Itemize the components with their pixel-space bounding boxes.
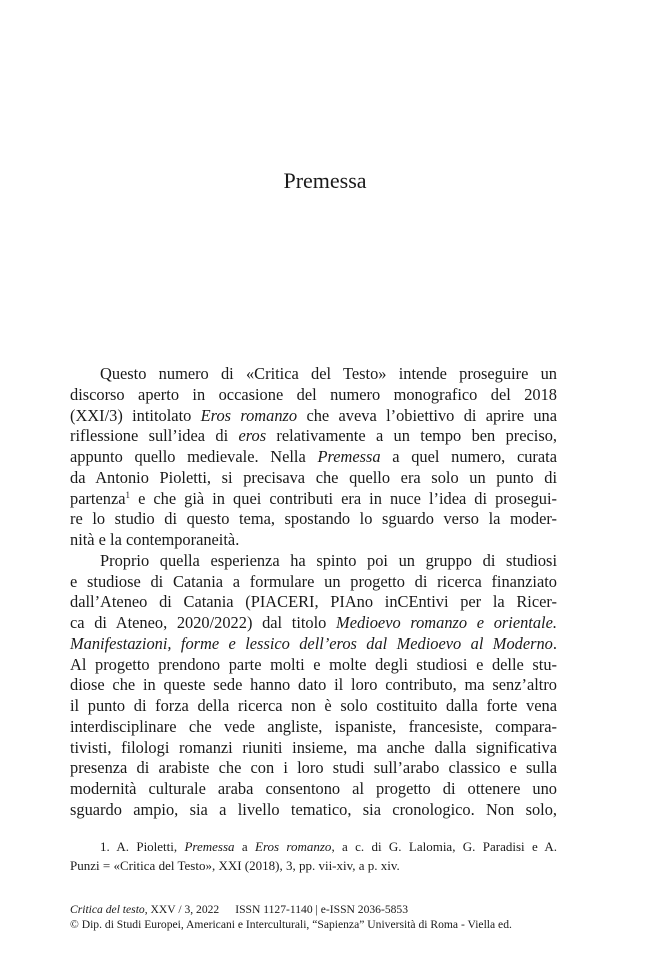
text-line: Al progetto prendono parte molti e molte degli studiosi e delle stu- — [70, 654, 557, 674]
journal-issue: , XXV / 3, 2022 — [144, 903, 220, 916]
text-line: diose che in queste sede hanno dato il loro contributo, ma senz’altro — [70, 675, 557, 695]
page-title: Premessa — [283, 168, 367, 193]
text-line: dall’Ateneo di Catania (PIACERI, PIAno inCEntivi per la Ricer- — [70, 592, 557, 612]
text-line: riflessione sull’idea di eros relativamente a un tempo ben preciso, — [70, 426, 557, 446]
text-line: presenza di arabiste che con i loro studi sull’arabo classico e sulla — [70, 758, 557, 778]
journal-info — [70, 902, 570, 917]
text-line: partenza$^1$ e che già in quei contributi era in nuce l’idea di prosegui- — [70, 488, 557, 508]
journal-name: Critica del testo — [70, 903, 145, 916]
text-line: Proprio quella esperienza ha spinto poi un gruppo di studiosi — [100, 550, 557, 570]
text-line: tivisti, filologi romanzi riuniti insieme, ma anche dalla significativa — [70, 737, 557, 757]
text-line: Questo numero di «Critica del Testo» intende proseguire un — [100, 364, 557, 383]
text-line: modernità culturale araba consentono al progetto di ottenere uno — [70, 779, 557, 798]
copyright: © Dip. di Studi Europei, Americani e Interculturali, “Sapienza” Università di Roma - Viella ed. — [70, 918, 512, 931]
footnote-line: 1. A. Pioletti, Premessa a Eros romanzo, a c. di G. Lalomia, G. Paradisi e A. — [100, 839, 557, 854]
text-line: re lo studio di questo tema, spostando lo sguardo verso la moder- — [70, 509, 557, 529]
page-footer — [70, 902, 570, 932]
text-line: e studiose di Catania a formulare un progetto di ricerca finanziato — [70, 571, 557, 591]
text-line: (XXI/3) intitolato Eros romanzo che aveva l’obiettivo di aprire una — [70, 405, 557, 425]
text-line: Manifestazioni, forme e lessico dell’eros dal Medioevo al Moderno. — [70, 633, 557, 653]
text-line: il punto di forza della ricerca non è solo costituito dalla forte vena — [70, 696, 557, 715]
text-line: da Antonio Pioletti, si precisava che quello era solo un punto di — [70, 467, 557, 487]
text-line: ca di Ateneo, 2020/2022) dal titolo Medioevo romanzo e orientale. — [70, 613, 557, 632]
text-line: discorso aperto in occasione del numero monografico del 2018 — [70, 384, 557, 404]
text-line: nità e la contemporaneità. — [70, 530, 240, 549]
text-line: appunto quello medievale. Nella Premessa a quel numero, curata — [70, 447, 557, 466]
body-text — [70, 364, 557, 821]
text-line: sguardo ampio, sia a livello tematico, sia cronologico. Non solo, — [70, 799, 557, 819]
footnote-line: Punzi = «Critica del Testo», XXI (2018), 3, pp. vii-xiv, a p. xiv. — [70, 858, 400, 873]
issn: ISSN 1127-1140 | e-ISSN 2036-5853 — [235, 903, 409, 916]
footnote — [70, 837, 557, 875]
footnote-ref[interactable]: 1 — [125, 489, 131, 500]
text-line: interdisciplinare che vede angliste, ispaniste, francesiste, compara- — [70, 716, 557, 736]
